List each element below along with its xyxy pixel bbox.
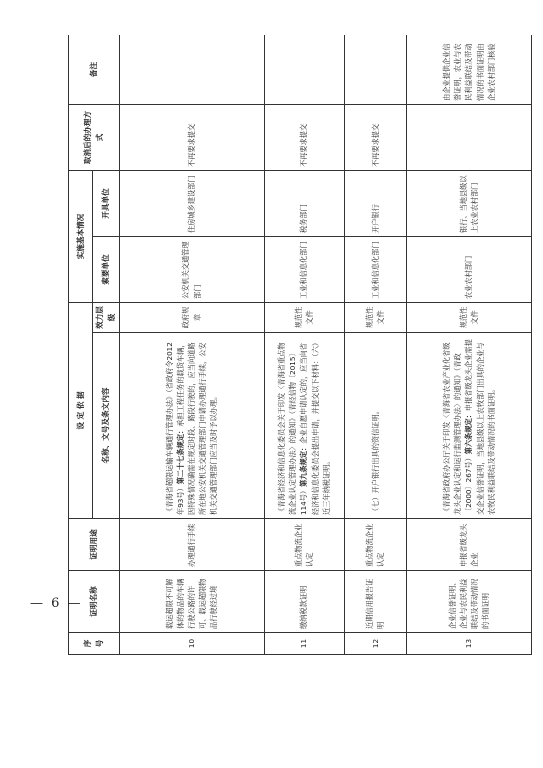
row-remarks — [264, 35, 344, 105]
header-opener: 开具单位 — [93, 171, 120, 237]
row-cert-name: 载运超限不可解体的物品的车辆行驶公路的许可、载运超限物品行驶经过境 — [119, 571, 264, 633]
header-seq: 序号 — [69, 633, 120, 655]
header-basis-group: 设 定 依 据 — [69, 303, 93, 519]
row-seq: 12 — [344, 633, 406, 655]
row-cert-use: 重点物流企业认定 — [344, 519, 406, 571]
table-row — [264, 35, 344, 655]
row-handling: 不再要求提交 — [344, 105, 406, 171]
table-row — [344, 35, 406, 655]
header-cert-name: 证明名称 — [69, 571, 120, 633]
basis-article: 第九条规定： — [299, 443, 309, 487]
header-row-1 — [69, 35, 93, 655]
row-cert-name: 近期信用报告证明 — [344, 571, 406, 633]
basis-part: 《青海省政府办公厅关于印发〈青海省农业产业化省级龙头企业认定和运行监测管理办法〉的通知》（青政〔2000〕267号） — [442, 342, 474, 515]
row-basis — [264, 333, 344, 519]
row-opener: 银行、当地县级以上农业农村部门 — [406, 171, 531, 237]
row-cert-use: 办理通行手续 — [119, 519, 264, 571]
header-remarks: 备注 — [69, 35, 120, 105]
header-basis-text: 名称、文号及条文内容 — [93, 333, 120, 519]
basis-article: 第二十七条规定： — [175, 426, 185, 485]
basis-part: 承担工程任务的载货车辆，因特殊情况确需在规定时段、路段行驶的，应当向道路所在地公安机关交通管理部门申请办理通行手续，公安机关交通管理部门应当及时予以办理。 — [175, 340, 219, 515]
header-issuer: 索要单位 — [93, 237, 120, 303]
row-effect-level: 规范性文件 — [264, 303, 344, 333]
row-effect-level: 规范性文件 — [344, 303, 406, 333]
page-number: — 6 — — [30, 596, 83, 611]
row-seq: 13 — [406, 633, 531, 655]
rotated-table-wrap — [68, 35, 532, 655]
row-issuer: 农业农村部门 — [406, 237, 531, 303]
basis-part: （七）开户银行出具的资信证明。 — [370, 407, 380, 515]
row-basis — [344, 333, 406, 519]
header-effect-level: 效力层级 — [93, 303, 120, 333]
row-handling: 不再要求提交 — [264, 105, 344, 171]
header-impl-group: 实施基本情况 — [69, 171, 93, 303]
row-basis — [119, 333, 264, 519]
table-row — [406, 35, 531, 655]
row-cert-use: 重点物流企业认定 — [264, 519, 344, 571]
row-issuer: 工业和信息化部门 — [344, 237, 406, 303]
row-effect-level: 政府规章 — [119, 303, 264, 333]
row-handling: 不再要求提交 — [119, 105, 264, 171]
row-remarks — [119, 35, 264, 105]
header-cert-use: 证明用途 — [69, 519, 120, 571]
row-effect-level: 规范性文件 — [406, 303, 531, 333]
row-remarks — [344, 35, 406, 105]
row-cert-name: 缴纳税款证明 — [264, 571, 344, 633]
row-seq: 11 — [264, 633, 344, 655]
table-row — [119, 35, 264, 655]
row-opener: 税务部门 — [264, 171, 344, 237]
row-seq: 10 — [119, 633, 264, 655]
basis-part: 《青海省经济和信息化委员会关于印发〈青海省重点物流企业认定管理办法〉的通知》（青经信物〔2015〕114号） — [277, 342, 309, 515]
row-issuer: 工业和信息化部门 — [264, 237, 344, 303]
row-issuer: 公安机关交通管理部门 — [119, 237, 264, 303]
row-cert-name: 企业信誉证明、企业与农民利益联结及带动情况的书面证明 — [406, 571, 531, 633]
header-handling: 取消后的办理方式 — [69, 105, 120, 171]
certificate-table — [68, 35, 532, 655]
row-handling — [406, 105, 531, 171]
row-cert-use: 申报省级龙头企业 — [406, 519, 531, 571]
basis-part: 《青海省超限运输车辆通行管理办法》（省政府令2012年93号） — [164, 342, 185, 515]
basis-part: 企业自愿申请认定的，应当向省经济和信息化委员会提出申请，并提交以下材料：（六）近三年纳税证明。 — [299, 338, 331, 515]
row-opener: 开户银行 — [344, 171, 406, 237]
row-basis — [406, 333, 531, 519]
basis-article: 第六条规定： — [464, 411, 474, 455]
basis-part: 申报省级龙头企业需提交企业信誉证明，当地县级以上农牧部门出具的企业与农牧民利益联结及带动情况的书面证明。 — [464, 339, 496, 515]
table-viewport — [68, 35, 532, 655]
row-remarks: 由企业提供企业信誉证明，农业与农民利益联结及带动情况的书面证明由企业农村部门核验 — [406, 35, 531, 105]
row-opener: 住房城乡建设部门 — [119, 171, 264, 237]
